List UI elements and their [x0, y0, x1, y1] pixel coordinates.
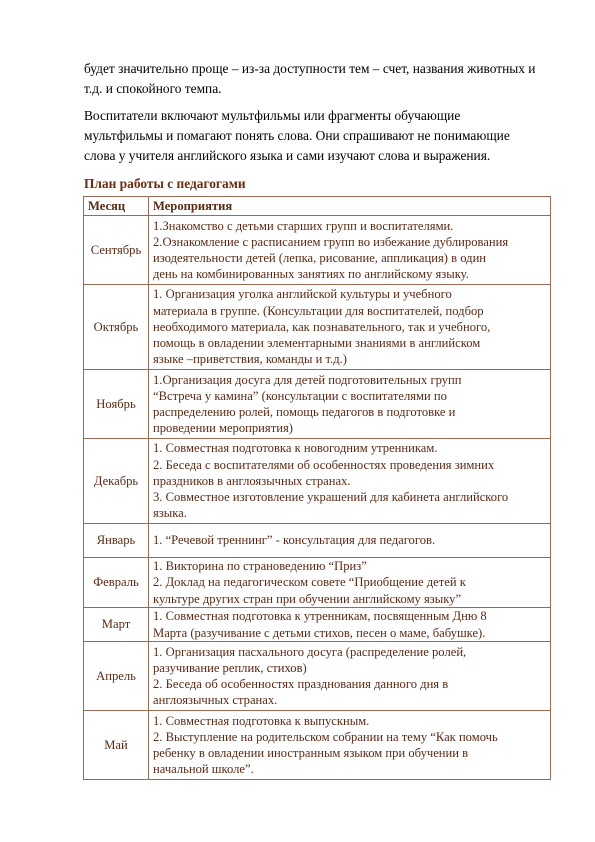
activities-cell [149, 285, 551, 370]
activity-line: языка. [153, 506, 187, 521]
month-cell: Февраль [84, 558, 149, 608]
activity-line: 2. Выступление на родительском собрании на тему “Как помочь [153, 729, 498, 744]
activities-cell [149, 216, 551, 285]
paragraph-line: Воспитатели включают мультфильмы или фрагменты обучающие [84, 108, 461, 123]
activity-line: 2.Ознакомление с расписанием групп во избежание дублирования [153, 234, 509, 249]
activity-line: ребенку в овладении иностранным языком при обучении в [153, 746, 469, 760]
month-cell: Май [84, 711, 149, 780]
activity-line: Марта (разучивание с детьми стихов, песен о маме, бабушке). [153, 625, 486, 640]
activity-line: материала в группе. (Консультации для воспитателей, подбор [153, 303, 484, 318]
activities-cell [149, 642, 551, 711]
activity-line: 1. Совместная подготовка к выпускным. [153, 713, 370, 728]
work-plan-table [83, 196, 551, 780]
table-header-row [84, 197, 551, 216]
activity-line: помощь в овладении элементарными знаниями в английском [153, 336, 481, 351]
activities-column-header: Мероприятия [149, 197, 551, 216]
activity-line: 1. Организация уголка английской культуры и учебного [153, 287, 452, 302]
intro-paragraph [84, 59, 564, 99]
activity-line: 2. Беседа с воспитателями об особенностях проведения зимних [153, 457, 495, 472]
activity-line: проведении мероприятия) [153, 421, 293, 436]
activity-line: разучивание реплик, стихов) [153, 660, 307, 675]
activity-line: 1. Организация пасхального досуга (распределение ролей, [153, 644, 467, 659]
activity-line: 1. Совместная подготовка к новогодним утренникам. [153, 441, 438, 456]
activity-line: культуре других стран при обучении английскому языку” [153, 591, 462, 606]
month-cell: Январь [84, 524, 149, 558]
activity-line: 3. Совместное изготовление украшений для кабинета английского [153, 490, 509, 505]
activities-cell [149, 558, 551, 608]
activities-cell [149, 608, 551, 642]
activities-cell [149, 370, 551, 439]
activities-cell [149, 524, 551, 558]
educators-paragraph [84, 106, 564, 166]
table-body [84, 216, 551, 780]
table-row [84, 439, 551, 524]
activities-cell [149, 439, 551, 524]
month-cell: Сентябрь [84, 216, 149, 285]
table-row [84, 608, 551, 642]
activity-line: распределению ролей, помощь педагогов в подготовке и [153, 405, 456, 419]
activity-line: 1.Знакомство с детьми старших групп и воспитателями. [153, 218, 454, 233]
activity-line: день на комбинированных занятиях по английскому языку. [153, 267, 469, 282]
table-row [84, 642, 551, 711]
activity-line: 2. Беседа об особенностях празднования данного дня в [153, 677, 449, 691]
table-row [84, 370, 551, 439]
activity-line: языке –приветствия, команды и т.д.) [153, 352, 347, 367]
table-row [84, 285, 551, 370]
section-heading: План работы с педагогами [84, 176, 246, 191]
table-row [84, 524, 551, 558]
activity-line: англоязычных странах. [153, 693, 278, 708]
activity-line: 2. Доклад на педагогическом совете “Приобщение детей к [153, 575, 466, 590]
activity-line: начальной школе”. [153, 762, 254, 777]
activity-line: праздников в англоязычных странах. [153, 473, 351, 488]
month-cell: Декабрь [84, 439, 149, 524]
month-cell: Октябрь [84, 285, 149, 370]
activity-line: изодеятельности детей (лепка, рисование, аппликация) в один [153, 251, 487, 265]
month-cell: Ноябрь [84, 370, 149, 439]
month-cell: Март [84, 608, 149, 642]
month-cell: Апрель [84, 642, 149, 711]
activity-line: 1. Совместная подготовка к утренникам, посвященным Дню 8 [153, 609, 487, 624]
month-column-header: Месяц [84, 197, 149, 216]
table-row [84, 558, 551, 608]
activity-line: 1. Викторина по страноведению “Приз” [153, 559, 367, 574]
activity-line: 1.Организация досуга для детей подготовительных групп [153, 372, 462, 387]
paragraph-line: мультфильмы и помагают понять слова. Они спрашивают не понимающие [84, 128, 510, 143]
table-row [84, 216, 551, 285]
paragraph-line: будет значительно проще – из-за доступности тем – счет, названия животных и [84, 61, 536, 76]
activity-line: 1. “Речевой треннинг” - консультация для педагогов. [153, 533, 436, 548]
table-row [84, 711, 551, 780]
activity-line: необходимого материала, как познавательного, так и учебного, [153, 319, 491, 334]
paragraph-line: слова у учителя английского языка и сами изучают слова и выражения. [84, 148, 491, 163]
activities-cell [149, 711, 551, 780]
paragraph-line: т.д. и спокойного темпа. [84, 81, 222, 96]
activity-line: “Встреча у камина” (консультации с воспитателями по [153, 388, 447, 403]
